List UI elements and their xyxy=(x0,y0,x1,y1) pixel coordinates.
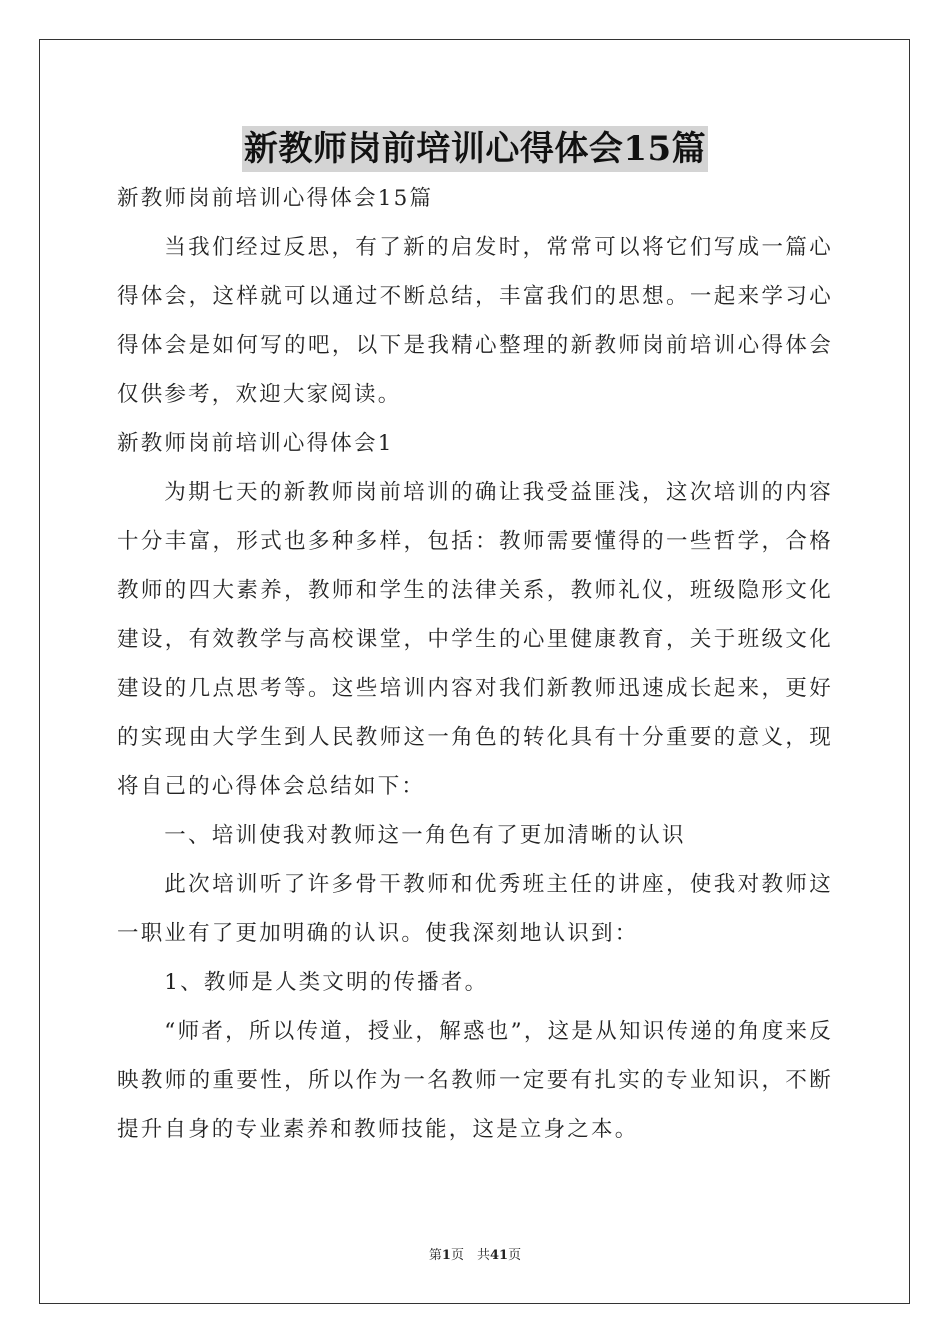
page-footer xyxy=(0,1244,950,1263)
subtitle-line: 新教师岗前培训心得体会15篇 xyxy=(117,186,434,211)
subheading-paragraph: 一、培训使我对教师这一角色有了更加清晰的认识 xyxy=(164,823,686,848)
body-paragraph: 为期七天的新教师岗前培训的确让我受益匪浅，这次培训的内容十分丰富，形式也多种多样，包括：教师需要懂得的一些哲学，合格教师的四大素养，教师和学生的法律关系，教师礼仪，班级隐形文化建设，有效教学与高校课堂，中学生的心里健康教育，关于班级文化建设的几点思考等。这些培训内容对我们新教师迅速成长起来，更好的实现由大学生到人民教师这一角色的转化具有十分重要的意义，现将自己的心得体会总结如下： xyxy=(117,480,833,799)
list-item-paragraph: 1、教师是人类文明的传播者。 xyxy=(164,970,489,995)
footer-page-total: 41 xyxy=(489,1248,509,1263)
document-title: 新教师岗前培训心得体会15篇 xyxy=(242,126,708,172)
section-heading: 新教师岗前培训心得体会1 xyxy=(117,431,394,456)
body-paragraph: “师者，所以传道，授业，解惑也”，这是从知识传递的角度来反映教师的重要性，所以作为一名教师一定要有扎实的专业知识，不断提升自身的专业素养和教师技能，这是立身之本。 xyxy=(117,1019,833,1142)
intro-paragraph: 当我们经过反思，有了新的启发时，常常可以将它们写成一篇心得体会，这样就可以通过不断总结，丰富我们的思想。一起来学习心得体会是如何写的吧，以下是我精心整理的新教师岗前培训心得体会仅供参考，欢迎大家阅读。 xyxy=(117,235,833,407)
body-paragraph: 此次培训听了许多骨干教师和优秀班主任的讲座，使我对教师这一职业有了更加明确的认识。使我深刻地认识到： xyxy=(117,872,833,946)
footer-suffix: 页 xyxy=(508,1248,522,1263)
document-body xyxy=(117,174,833,1154)
footer-prefix: 第 xyxy=(428,1248,442,1263)
footer-page-current: 1 xyxy=(441,1248,451,1263)
footer-mid: 页 共 xyxy=(450,1248,490,1263)
title-wrap xyxy=(0,126,950,172)
